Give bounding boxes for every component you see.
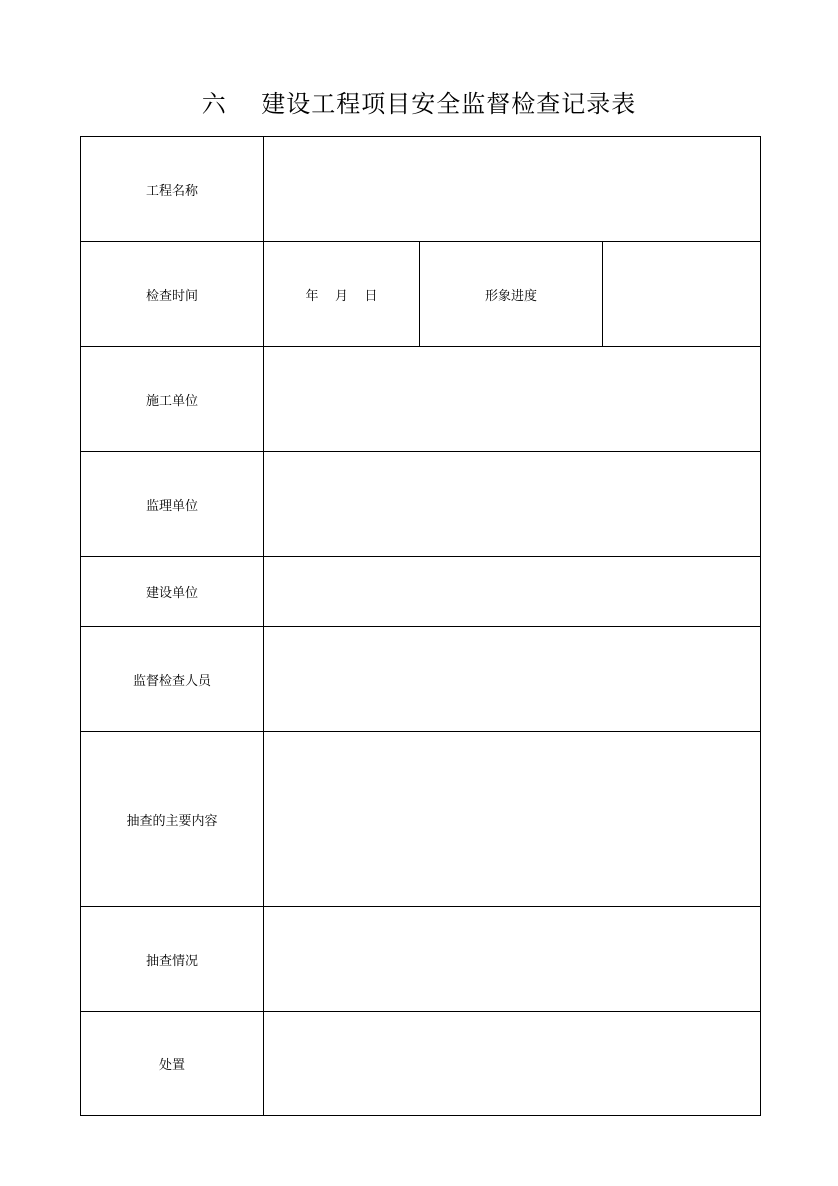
row-project-name bbox=[81, 137, 761, 242]
row-inspectors bbox=[81, 627, 761, 732]
label-findings: 抽查情况 bbox=[81, 907, 264, 1012]
label-owner-unit: 建设单位 bbox=[81, 557, 264, 627]
field-findings[interactable] bbox=[264, 907, 761, 1012]
inspection-record-table bbox=[80, 136, 761, 1116]
row-disposal bbox=[81, 1012, 761, 1116]
row-inspection-time bbox=[81, 242, 761, 347]
label-progress: 形象进度 bbox=[420, 242, 603, 347]
label-disposal: 处置 bbox=[81, 1012, 264, 1116]
label-inspection-time: 检查时间 bbox=[81, 242, 264, 347]
field-inspection-date[interactable]: 年 月 日 bbox=[264, 242, 420, 347]
field-project-name[interactable] bbox=[264, 137, 761, 242]
field-progress[interactable] bbox=[603, 242, 761, 347]
label-supervision-unit: 监理单位 bbox=[81, 452, 264, 557]
row-supervision-unit bbox=[81, 452, 761, 557]
label-project-name: 工程名称 bbox=[81, 137, 264, 242]
field-construction-unit[interactable] bbox=[264, 347, 761, 452]
field-supervision-unit[interactable] bbox=[264, 452, 761, 557]
field-inspectors[interactable] bbox=[264, 627, 761, 732]
row-construction-unit bbox=[81, 347, 761, 452]
row-main-content bbox=[81, 732, 761, 907]
page-title: 六 建设工程项目安全监督检查记录表 bbox=[201, 90, 637, 118]
field-disposal[interactable] bbox=[264, 1012, 761, 1116]
field-main-content[interactable] bbox=[264, 732, 761, 907]
label-main-content: 抽查的主要内容 bbox=[81, 732, 264, 907]
row-owner-unit bbox=[81, 557, 761, 627]
label-inspectors: 监督检查人员 bbox=[81, 627, 264, 732]
field-owner-unit[interactable] bbox=[264, 557, 761, 627]
label-construction-unit: 施工单位 bbox=[81, 347, 264, 452]
row-findings bbox=[81, 907, 761, 1012]
